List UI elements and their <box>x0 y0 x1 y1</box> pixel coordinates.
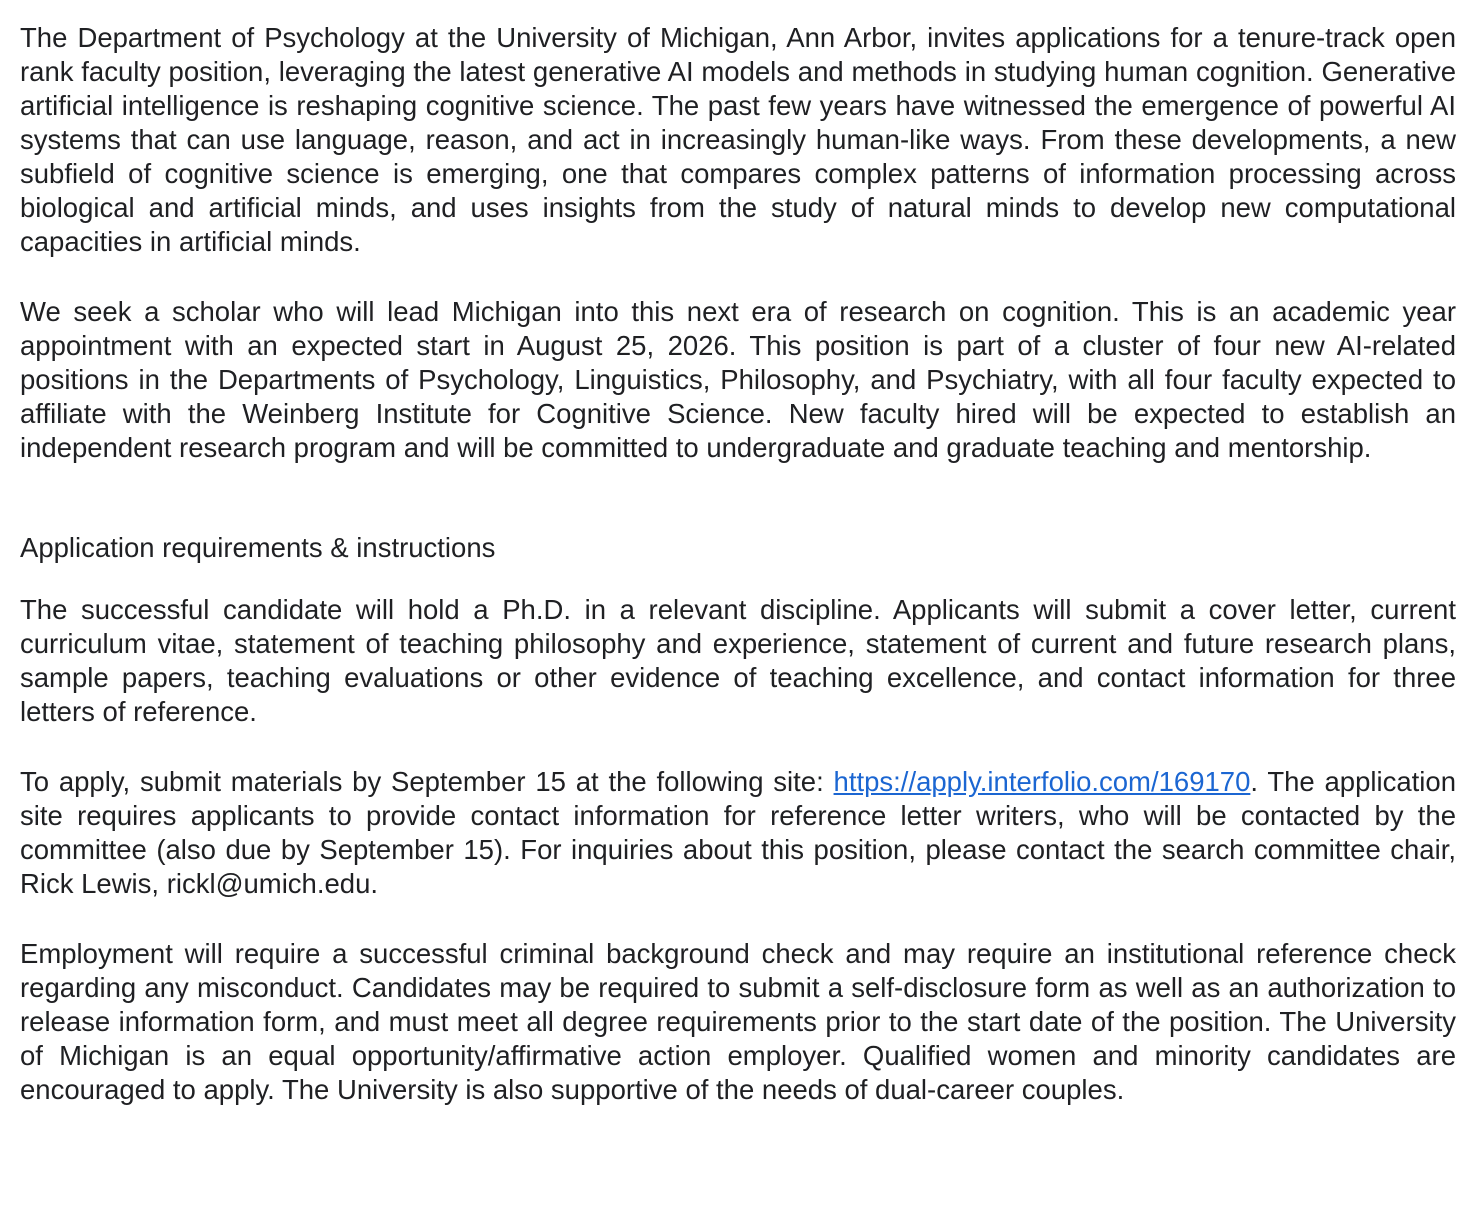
paragraph-employment-conditions: Employment will require a successful criminal background check and may require an institutional reference check regarding any misconduct. Candidates may be required to submit a self-disclosure form as well as an authorization to release information form, and must meet all degree requirements prior to the start date of the position. The University of Michigan is an equal opportunity/affirmative action employer. Qualified women and minority candidates are encouraged to apply. The University is also supportive of the needs of dual-career couples. <box>20 938 1456 1105</box>
interfolio-application-link[interactable]: https://apply.interfolio.com/169170 <box>833 766 1251 797</box>
paragraph-position-details: We seek a scholar who will lead Michigan into this next era of research on cognition. This is an academic year appointment with an expected start in August 25, 2026. This position is part of a cluster of four new AI-related positions in the Departments of Psychology, Linguistics, Philosophy, and Psychiatry, with all four faculty expected to affiliate with the Weinberg Institute for Cognitive Science. New faculty hired will be expected to establish an independent research program and will be committed to undergraduate and graduate teaching and mentorship. <box>20 296 1456 463</box>
apply-text-after-link: . The application site requires applicants to provide contact information for reference letter writers, who will be contacted by the committee (also due by September 15). For inquiries about this position, please contact the search committee chair, Rick Lewis, rickl@umich.edu. <box>20 766 1456 899</box>
paragraph-how-to-apply <box>20 765 1456 901</box>
job-posting-document <box>20 21 1456 1107</box>
section-heading-application-requirements: Application requirements & instructions <box>20 532 496 563</box>
paragraph-candidate-requirements: The successful candidate will hold a Ph.D. in a relevant discipline. Applicants will submit a cover letter, current curriculum vitae, statement of teaching philosophy and experience, statement of current and future research plans, sample papers, teaching evaluations or other evidence of teaching excellence, and contact information for three letters of reference. <box>20 594 1456 727</box>
paragraph-intro: The Department of Psychology at the University of Michigan, Ann Arbor, invites applications for a tenure-track open rank faculty position, leveraging the latest generative AI models and methods in studying human cognition. Generative artificial intelligence is reshaping cognitive science. The past few years have witnessed the emergence of powerful AI systems that can use language, reason, and act in increasingly human-like ways. From these developments, a new subfield of cognitive science is emerging, one that compares complex patterns of information processing across biological and artificial minds, and uses insights from the study of natural minds to develop new computational capacities in artificial minds. <box>20 22 1456 257</box>
apply-text-before-link: To apply, submit materials by September 15 at the following site: <box>20 766 834 797</box>
